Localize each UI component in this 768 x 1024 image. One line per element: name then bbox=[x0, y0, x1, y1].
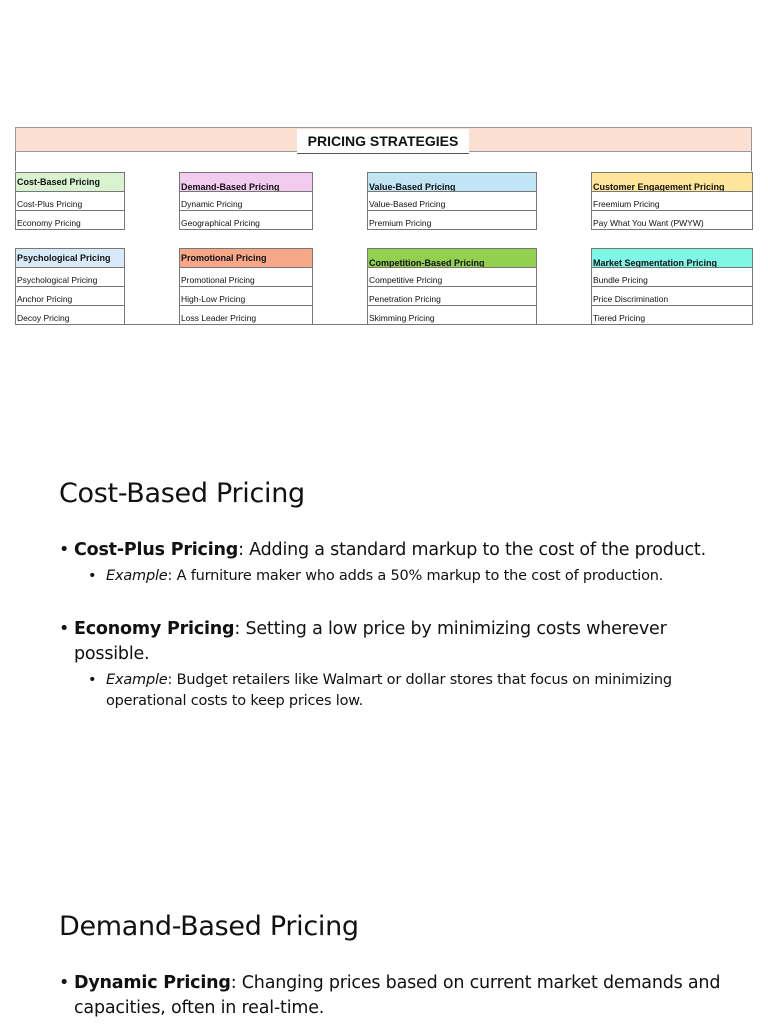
bullet-text: : Adding a standard markup to the cost of the product. bbox=[238, 540, 706, 560]
example-label: Example bbox=[106, 568, 168, 584]
group-header: Psychological Pricing bbox=[15, 248, 125, 268]
group-item: Skimming Pricing bbox=[367, 306, 537, 325]
bullet-dynamic bbox=[59, 971, 739, 1021]
group-cost-based bbox=[15, 172, 125, 230]
group-item: Premium Pricing bbox=[367, 211, 537, 230]
group-header: Competition-Based Pricing bbox=[367, 248, 537, 268]
group-psychological bbox=[15, 248, 125, 325]
group-competition-based bbox=[367, 248, 537, 325]
group-header: Demand-Based Pricing bbox=[179, 172, 313, 192]
bullet-term: Cost-Plus Pricing bbox=[74, 540, 239, 560]
example-label: Example bbox=[106, 672, 168, 688]
group-item: Price Discrimination bbox=[591, 287, 753, 306]
group-item: Pay What You Want (PWYW) bbox=[591, 211, 753, 230]
group-header: Cost-Based Pricing bbox=[15, 172, 125, 192]
section-heading: Cost-Based Pricing bbox=[59, 478, 305, 509]
group-header: Market Segmentation Pricing bbox=[591, 248, 753, 268]
table-title: PRICING STRATEGIES bbox=[297, 129, 469, 154]
bullet-economy bbox=[59, 617, 739, 667]
group-item: Anchor Pricing bbox=[15, 287, 125, 306]
group-item: Freemium Pricing bbox=[591, 192, 753, 211]
group-header: Customer Engagement Pricing bbox=[591, 172, 753, 192]
group-item: Economy Pricing bbox=[15, 211, 125, 230]
group-customer-engagement bbox=[591, 172, 753, 230]
sub-bullet-dot: • bbox=[88, 672, 97, 688]
group-header: Promotional Pricing bbox=[179, 248, 313, 268]
group-item: Psychological Pricing bbox=[15, 268, 125, 287]
group-item: Penetration Pricing bbox=[367, 287, 537, 306]
example-cost-plus bbox=[59, 566, 739, 587]
group-item: Value-Based Pricing bbox=[367, 192, 537, 211]
group-item: Competitive Pricing bbox=[367, 268, 537, 287]
group-item: Bundle Pricing bbox=[591, 268, 753, 287]
group-item: Decoy Pricing bbox=[15, 306, 125, 325]
group-item: High-Low Pricing bbox=[179, 287, 313, 306]
bullet-text: : Setting a low price by minimizing costs wherever possible. bbox=[74, 619, 667, 664]
group-item: Dynamic Pricing bbox=[179, 192, 313, 211]
table-frame bbox=[15, 152, 752, 171]
bullet-term: Economy Pricing bbox=[74, 619, 235, 639]
sub-bullet-dot: • bbox=[88, 568, 97, 584]
section-heading: Demand-Based Pricing bbox=[59, 911, 359, 942]
example-text: : Budget retailers like Walmart or dollar stores that focus on minimizing operational costs to keep prices low. bbox=[106, 672, 672, 709]
group-item: Cost-Plus Pricing bbox=[15, 192, 125, 211]
table-bottom-border bbox=[15, 324, 753, 325]
bullet-text: : Changing prices based on current market demands and capacities, often in real-time. bbox=[74, 973, 721, 1018]
group-value-based bbox=[367, 172, 537, 230]
bullet-cost-plus bbox=[59, 538, 739, 563]
group-demand-based bbox=[179, 172, 313, 230]
group-header: Value-Based Pricing bbox=[367, 172, 537, 192]
group-item: Loss Leader Pricing bbox=[179, 306, 313, 325]
section-cost-based bbox=[59, 478, 739, 712]
section-demand-based bbox=[59, 911, 739, 1021]
bullet-term: Dynamic Pricing bbox=[74, 973, 231, 993]
group-promotional bbox=[179, 248, 313, 325]
group-market-segmentation bbox=[591, 248, 753, 325]
group-item: Promotional Pricing bbox=[179, 268, 313, 287]
example-economy bbox=[59, 670, 739, 712]
group-item: Tiered Pricing bbox=[591, 306, 753, 325]
example-text: : A furniture maker who adds a 50% markup to the cost of production. bbox=[167, 568, 664, 584]
group-item: Geographical Pricing bbox=[179, 211, 313, 230]
